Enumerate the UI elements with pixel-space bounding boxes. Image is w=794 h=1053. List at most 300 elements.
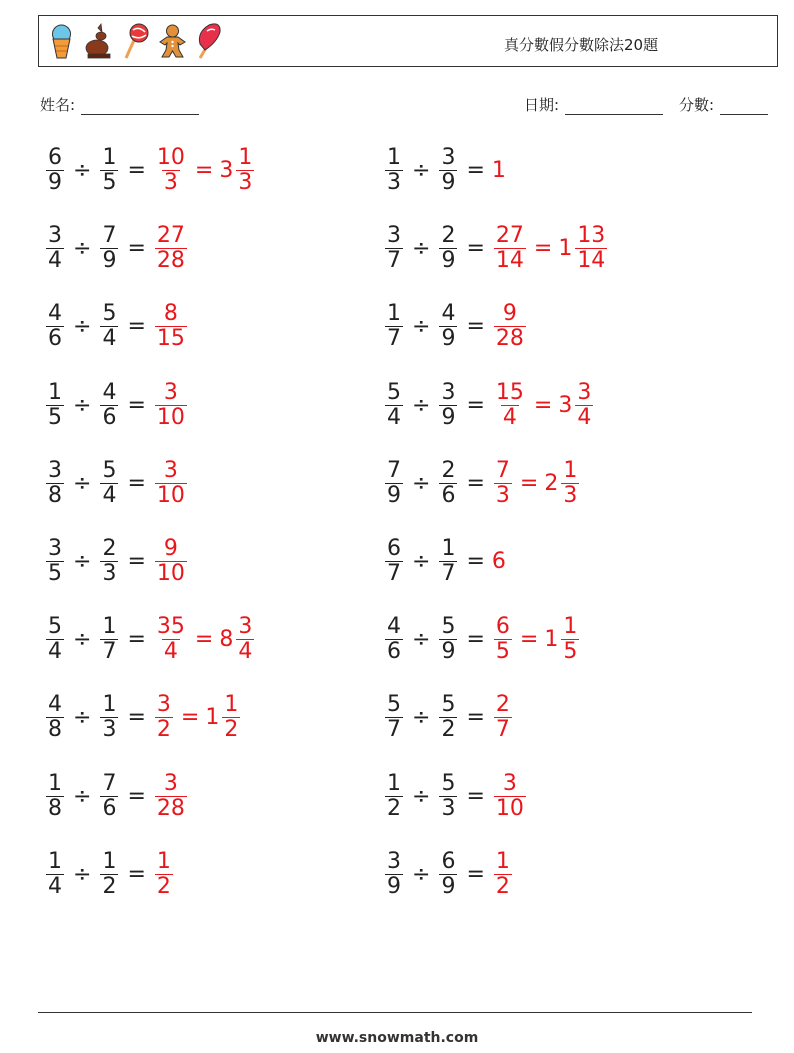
divisor-fraction-denominator: 9 — [441, 873, 456, 899]
equals-sign: = — [127, 236, 146, 262]
answer-fraction-numerator: 1 — [495, 848, 510, 874]
answer-fraction-denominator: 2 — [156, 717, 171, 743]
answer-fraction-numerator: 15 — [495, 379, 524, 405]
answer-fraction-denominator: 10 — [156, 404, 185, 430]
answer-equals-sign: = — [194, 158, 214, 183]
divisor-fraction-numerator: 5 — [441, 770, 456, 796]
divisor-fraction-numerator: 2 — [102, 536, 117, 561]
divisor-fraction-denominator: 9 — [441, 404, 456, 430]
dividend-fraction-denominator: 7 — [387, 717, 401, 743]
answer-fraction — [494, 772, 526, 821]
mixed-whole: 1 — [558, 236, 573, 262]
divisor-fraction-denominator: 3 — [441, 795, 456, 821]
divisor-fraction — [100, 224, 118, 273]
answer-fraction — [155, 772, 187, 821]
answer-integer: 6 — [491, 549, 506, 574]
answer — [153, 459, 189, 508]
answer-fraction-denominator: 7 — [495, 717, 510, 743]
answer-integer: 1 — [491, 158, 506, 183]
equals-sign: = — [466, 158, 485, 183]
divisor-fraction-denominator: 9 — [102, 248, 117, 274]
divisor-fraction-denominator: 9 — [441, 326, 456, 352]
divisor-fraction-numerator: 1 — [441, 536, 456, 561]
mixed-whole: 1 — [544, 627, 559, 653]
answer — [153, 850, 175, 899]
problem-item — [383, 224, 609, 273]
divisor-fraction-numerator: 7 — [102, 223, 117, 249]
problem-item — [44, 772, 189, 821]
gingerbread-man-icon — [158, 22, 187, 60]
divisor-fraction-denominator: 4 — [102, 482, 117, 508]
divisor-fraction — [439, 850, 457, 899]
answer — [492, 224, 609, 273]
mixed-whole: 2 — [544, 470, 559, 496]
ice-cream-icon — [47, 22, 76, 60]
divisor-fraction-numerator: 5 — [102, 457, 117, 483]
answer-fraction-numerator: 3 — [163, 770, 178, 796]
name-label: 姓名: — [40, 96, 76, 114]
dividend-fraction-denominator: 6 — [48, 326, 62, 352]
equals-sign: = — [466, 783, 485, 809]
divisor-fraction-denominator: 7 — [102, 639, 117, 665]
answer-fraction — [155, 146, 187, 195]
dividend-fraction-numerator: 3 — [48, 536, 62, 561]
dividend-fraction-numerator: 4 — [48, 692, 62, 718]
mixed-denominator: 3 — [563, 482, 578, 508]
divisor-fraction-denominator: 5 — [102, 170, 117, 195]
answer — [153, 693, 242, 742]
date-blank — [565, 100, 663, 115]
divide-sign: ÷ — [73, 236, 92, 262]
answer — [492, 850, 514, 899]
divisor-fraction-numerator: 5 — [441, 692, 456, 718]
answer-fraction-denominator: 4 — [163, 639, 178, 665]
divisor-fraction-denominator: 6 — [102, 795, 117, 821]
mixed-denominator: 14 — [577, 248, 606, 274]
problem-item — [383, 146, 506, 195]
chocolate-bunny-icon — [84, 22, 113, 60]
problem-item — [383, 615, 581, 664]
divisor-fraction — [100, 850, 118, 899]
header-box — [38, 15, 778, 67]
mixed-numerator: 1 — [224, 692, 239, 718]
answer — [153, 537, 189, 586]
problem-item — [44, 146, 256, 195]
answer-fraction-numerator: 27 — [495, 223, 524, 249]
problem-item — [383, 693, 514, 742]
answer-fraction-denominator: 3 — [495, 482, 510, 508]
divisor-fraction — [100, 302, 118, 351]
dividend-fraction-denominator: 9 — [48, 170, 62, 195]
divisor-fraction-numerator: 1 — [102, 145, 117, 170]
mixed-whole: 3 — [558, 392, 573, 418]
divide-sign: ÷ — [412, 627, 431, 653]
dividend-fraction-denominator: 6 — [387, 639, 401, 665]
divisor-fraction — [100, 381, 118, 430]
score-label: 分數: — [679, 96, 715, 114]
mixed-fraction — [236, 146, 254, 195]
divisor-fraction-denominator: 3 — [102, 561, 117, 586]
divisor-fraction-denominator: 2 — [102, 873, 117, 899]
problem-item — [44, 615, 256, 664]
dividend-fraction-numerator: 3 — [387, 223, 401, 249]
answer-fraction-numerator: 1 — [156, 848, 171, 874]
answer — [153, 381, 189, 430]
divide-sign: ÷ — [412, 783, 431, 809]
dividend-fraction-denominator: 7 — [387, 561, 401, 586]
dividend-fraction-denominator: 9 — [387, 873, 401, 899]
problem-item — [383, 772, 528, 821]
divisor-fraction-numerator: 4 — [102, 379, 117, 405]
answer-fraction-numerator: 3 — [163, 457, 178, 483]
dividend-fraction — [385, 537, 403, 586]
mixed-fraction — [575, 381, 593, 430]
dividend-fraction — [46, 224, 64, 273]
problem-item — [44, 537, 189, 586]
answer-fraction-numerator: 7 — [495, 457, 510, 483]
divisor-fraction-denominator: 6 — [102, 404, 117, 430]
divide-sign: ÷ — [73, 783, 92, 809]
answer-fraction — [155, 615, 187, 664]
dividend-fraction-numerator: 1 — [48, 848, 62, 874]
answer — [153, 772, 189, 821]
mixed-numerator: 1 — [238, 145, 253, 170]
answer-fraction — [494, 224, 526, 273]
divide-sign: ÷ — [73, 392, 92, 418]
divisor-fraction — [439, 772, 457, 821]
mixed-whole: 3 — [219, 158, 234, 183]
dividend-fraction-denominator: 3 — [387, 170, 401, 195]
mixed-denominator: 4 — [577, 404, 592, 430]
answer-fraction — [494, 693, 512, 742]
mixed-fraction — [575, 224, 607, 273]
divisor-fraction — [100, 459, 118, 508]
dividend-fraction-numerator: 5 — [48, 614, 62, 640]
dividend-fraction-denominator: 4 — [48, 639, 62, 665]
dividend-fraction-numerator: 1 — [48, 770, 62, 796]
dividend-fraction — [46, 772, 64, 821]
divisor-fraction-denominator: 3 — [102, 717, 117, 743]
answer-equals-sign: = — [194, 627, 214, 653]
answer-fraction — [155, 537, 187, 586]
problem-item — [383, 537, 506, 586]
dividend-fraction-denominator: 7 — [387, 248, 401, 274]
problem-item — [44, 850, 175, 899]
divide-sign: ÷ — [73, 158, 92, 183]
divisor-fraction — [100, 772, 118, 821]
equals-sign: = — [466, 314, 485, 340]
divisor-fraction — [100, 693, 118, 742]
divide-sign: ÷ — [412, 861, 431, 887]
answer — [153, 615, 256, 664]
answer-fraction-denominator: 14 — [495, 248, 524, 274]
divide-sign: ÷ — [412, 392, 431, 418]
divisor-fraction — [439, 381, 457, 430]
mixed-fraction — [561, 459, 579, 508]
problem-item — [44, 381, 189, 430]
mixed-denominator: 5 — [563, 639, 578, 665]
footer-divider — [38, 1012, 752, 1013]
date-label: 日期: — [524, 96, 560, 114]
dividend-fraction — [385, 302, 403, 351]
divisor-fraction — [439, 693, 457, 742]
dividend-fraction — [46, 615, 64, 664]
problem-item — [383, 459, 581, 508]
answer — [492, 302, 528, 351]
divisor-fraction — [439, 302, 457, 351]
answer-fraction-denominator: 5 — [495, 639, 510, 665]
answer-fraction-denominator: 28 — [495, 326, 524, 352]
dividend-fraction-denominator: 8 — [48, 717, 62, 743]
divisor-fraction-numerator: 1 — [102, 848, 117, 874]
problem-item — [383, 302, 528, 351]
dividend-fraction — [46, 302, 64, 351]
divisor-fraction-denominator: 9 — [441, 248, 456, 274]
divide-sign: ÷ — [73, 861, 92, 887]
dividend-fraction — [385, 850, 403, 899]
dividend-fraction-denominator: 5 — [48, 404, 62, 430]
mixed-fraction — [236, 615, 254, 664]
dividend-fraction-denominator: 9 — [387, 482, 401, 508]
answer — [492, 615, 581, 664]
dividend-fraction — [46, 146, 64, 195]
dividend-fraction-denominator: 8 — [48, 795, 62, 821]
equals-sign: = — [127, 392, 146, 418]
answer-fraction — [494, 302, 526, 351]
answer — [492, 772, 528, 821]
dividend-fraction — [385, 615, 403, 664]
divisor-fraction-numerator: 4 — [441, 301, 456, 327]
answer-fraction-denominator: 3 — [163, 170, 178, 195]
dividend-fraction-denominator: 5 — [48, 561, 62, 586]
divisor-fraction-numerator: 6 — [441, 848, 456, 874]
mixed-numerator: 1 — [563, 614, 578, 640]
answer-fraction — [155, 850, 173, 899]
divide-sign: ÷ — [412, 236, 431, 262]
score-field — [679, 94, 768, 115]
mixed-whole: 1 — [205, 705, 220, 731]
answer-fraction-numerator: 3 — [163, 379, 178, 405]
divisor-fraction — [439, 224, 457, 273]
equals-sign: = — [466, 470, 485, 496]
mixed-numerator: 1 — [563, 457, 578, 483]
divisor-fraction-denominator: 9 — [441, 170, 456, 195]
dividend-fraction-numerator: 7 — [387, 457, 401, 483]
answer-fraction — [155, 302, 187, 351]
answer-fraction-numerator: 8 — [163, 301, 178, 327]
divide-sign: ÷ — [412, 158, 431, 183]
divisor-fraction-numerator: 5 — [441, 614, 456, 640]
dividend-fraction — [385, 381, 403, 430]
answer-fraction-numerator: 6 — [495, 614, 510, 640]
answer-equals-sign: = — [180, 705, 200, 731]
answer-fraction — [155, 693, 173, 742]
divisor-fraction-denominator: 7 — [441, 561, 456, 586]
answer-fraction-numerator: 3 — [156, 692, 171, 718]
answer-equals-sign: = — [533, 392, 553, 418]
divisor-fraction — [100, 146, 118, 195]
answer-fraction-denominator: 28 — [156, 248, 185, 274]
dividend-fraction — [385, 224, 403, 273]
answer-fraction-numerator: 3 — [502, 770, 517, 796]
dividend-fraction-numerator: 3 — [48, 223, 62, 249]
dividend-fraction-numerator: 6 — [387, 536, 401, 561]
name-field — [40, 94, 199, 115]
divide-sign: ÷ — [412, 470, 431, 496]
answer-fraction-denominator: 10 — [156, 561, 185, 586]
mixed-numerator: 3 — [577, 379, 592, 405]
dividend-fraction-numerator: 1 — [387, 770, 401, 796]
mixed-denominator: 4 — [238, 639, 253, 665]
popsicle-icon — [195, 22, 224, 60]
answer-fraction-denominator: 28 — [156, 795, 185, 821]
answer-fraction-denominator: 2 — [495, 873, 510, 899]
divisor-fraction-numerator: 1 — [102, 692, 117, 718]
mixed-numerator: 3 — [238, 614, 253, 640]
answer-fraction — [494, 615, 512, 664]
dividend-fraction-denominator: 4 — [48, 873, 62, 899]
answer-fraction — [155, 459, 187, 508]
dividend-fraction-numerator: 1 — [387, 301, 401, 327]
divisor-fraction-numerator: 1 — [102, 614, 117, 640]
dividend-fraction — [46, 850, 64, 899]
answer — [153, 224, 189, 273]
divisor-fraction-numerator: 2 — [441, 457, 456, 483]
divisor-fraction-numerator: 3 — [441, 379, 456, 405]
worksheet-title: 真分數假分數除法20題 — [504, 36, 659, 54]
divisor-fraction — [439, 459, 457, 508]
divisor-fraction-denominator: 4 — [102, 326, 117, 352]
problem-item — [44, 302, 189, 351]
dividend-fraction — [385, 459, 403, 508]
mixed-numerator: 13 — [577, 223, 606, 249]
mixed-whole: 8 — [219, 627, 234, 653]
divisor-fraction-denominator: 9 — [441, 639, 456, 665]
dividend-fraction — [385, 693, 403, 742]
dividend-fraction-denominator: 8 — [48, 482, 62, 508]
answer-equals-sign: = — [519, 470, 539, 496]
problem-item — [383, 381, 595, 430]
answer-fraction-numerator: 2 — [495, 692, 510, 718]
divisor-fraction — [439, 537, 457, 586]
dividend-fraction-denominator: 2 — [387, 795, 401, 821]
answer — [492, 158, 506, 183]
equals-sign: = — [466, 392, 485, 418]
dividend-fraction-numerator: 5 — [387, 379, 401, 405]
answer-equals-sign: = — [519, 627, 539, 653]
divisor-fraction-denominator: 6 — [441, 482, 456, 508]
equals-sign: = — [127, 861, 146, 887]
mixed-fraction — [222, 693, 240, 742]
lollipop-icon — [121, 22, 150, 60]
answer-fraction-denominator: 15 — [156, 326, 185, 352]
answer-fraction-denominator: 4 — [502, 404, 517, 430]
equals-sign: = — [127, 549, 146, 574]
answer — [492, 459, 581, 508]
mixed-fraction — [561, 615, 579, 664]
equals-sign: = — [466, 549, 485, 574]
mixed-denominator: 2 — [224, 717, 239, 743]
dividend-fraction-numerator: 3 — [48, 457, 62, 483]
answer-fraction-numerator: 27 — [156, 223, 185, 249]
answer — [492, 693, 514, 742]
equals-sign: = — [466, 627, 485, 653]
divide-sign: ÷ — [73, 627, 92, 653]
answer — [492, 381, 595, 430]
answer — [492, 549, 506, 574]
dividend-fraction-numerator: 5 — [387, 692, 401, 718]
divisor-fraction-denominator: 2 — [441, 717, 456, 743]
dividend-fraction-numerator: 4 — [48, 301, 62, 327]
answer-fraction-numerator: 9 — [163, 536, 178, 561]
equals-sign: = — [127, 783, 146, 809]
answer-equals-sign: = — [533, 236, 553, 262]
score-blank — [720, 100, 768, 115]
divide-sign: ÷ — [73, 549, 92, 574]
divisor-fraction — [100, 615, 118, 664]
divisor-fraction — [439, 146, 457, 195]
answer-fraction — [494, 381, 526, 430]
divide-sign: ÷ — [73, 705, 92, 731]
equals-sign: = — [127, 705, 146, 731]
divide-sign: ÷ — [73, 314, 92, 340]
dividend-fraction-numerator: 4 — [387, 614, 401, 640]
dividend-fraction — [385, 146, 403, 195]
mixed-denominator: 3 — [238, 170, 253, 195]
equals-sign: = — [466, 236, 485, 262]
divisor-fraction-numerator: 5 — [102, 301, 117, 327]
dividend-fraction-numerator: 3 — [387, 848, 401, 874]
answer-fraction-numerator: 10 — [156, 145, 185, 170]
name-blank — [81, 100, 199, 115]
answer-fraction — [494, 459, 512, 508]
answer — [153, 146, 256, 195]
divisor-fraction-numerator: 2 — [441, 223, 456, 249]
dividend-fraction-denominator: 7 — [387, 326, 401, 352]
footer-url: www.snowmath.com — [315, 1030, 479, 1046]
equals-sign: = — [127, 470, 146, 496]
dividend-fraction-numerator: 1 — [387, 145, 401, 170]
dividend-fraction-numerator: 1 — [48, 379, 62, 405]
problem-item — [44, 693, 242, 742]
equals-sign: = — [466, 705, 485, 731]
divide-sign: ÷ — [412, 705, 431, 731]
problem-item — [44, 459, 189, 508]
equals-sign: = — [127, 627, 146, 653]
answer-fraction — [155, 381, 187, 430]
dividend-fraction — [46, 693, 64, 742]
dividend-fraction — [46, 459, 64, 508]
dividend-fraction-denominator: 4 — [387, 404, 401, 430]
answer-fraction — [494, 850, 512, 899]
dividend-fraction-denominator: 4 — [48, 248, 62, 274]
divisor-fraction — [100, 537, 118, 586]
dividend-fraction — [385, 772, 403, 821]
problem-item — [383, 850, 514, 899]
divisor-fraction-numerator: 7 — [102, 770, 117, 796]
equals-sign: = — [466, 861, 485, 887]
dividend-fraction — [46, 381, 64, 430]
problem-item — [44, 224, 189, 273]
answer-fraction-numerator: 9 — [502, 301, 517, 327]
answer-fraction — [155, 224, 187, 273]
equals-sign: = — [127, 158, 146, 183]
answer-fraction-denominator: 10 — [495, 795, 524, 821]
dividend-fraction — [46, 537, 64, 586]
equals-sign: = — [127, 314, 146, 340]
answer-fraction-numerator: 35 — [156, 614, 185, 640]
divide-sign: ÷ — [412, 549, 431, 574]
